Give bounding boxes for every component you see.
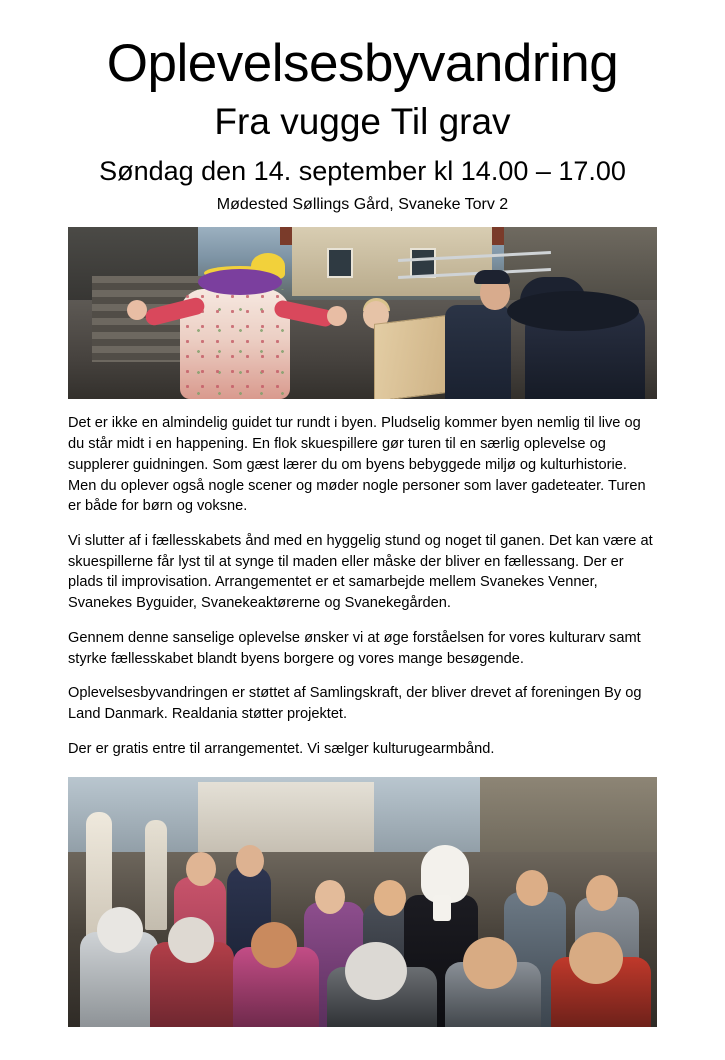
paragraph-3: Gennem denne sanselige oplevelse ønsker vi at øge forståelsen for vores kulturarv samt styrke fællesskabet blandt byens borgere og vores mange besøgende.	[68, 629, 641, 667]
event-venue-line: Mødested Søllings Gård, Svaneke Torv 2	[216, 196, 509, 214]
photo-scene-bottom	[68, 777, 657, 1027]
poster-page	[0, 36, 725, 1060]
page-subtitle: Fra vugge Til grav	[214, 100, 511, 142]
person-head	[186, 852, 216, 886]
man-body	[445, 305, 511, 400]
street-performance-photo	[68, 227, 657, 399]
person-head	[516, 870, 548, 906]
foreground-hat-brim	[507, 291, 639, 331]
paragraph-2: Vi slutter af i fællesskabets ånd med en hyggelig stund og noget til ganen. Det kan være at skuespillerne får lyst til at synge til maden eller måske der bliver en fællessang. Der er plads til improvisation. Arrangementet er et samarbejde mellem Svanekes Venner, Svanekes Byguider, Svanekeaktørerne og Svanekegården.	[68, 532, 653, 612]
person-head	[569, 932, 623, 984]
actor-collar-bands	[433, 895, 451, 921]
paragraph-5: Der er gratis entre til arrangementet. Vi sælger kulturugearmbånd.	[68, 740, 495, 757]
building-facade	[292, 227, 492, 296]
performer-hand-left	[127, 300, 147, 320]
page-title: Oplevelsesbyvandring	[106, 34, 619, 93]
crowd-with-actor-photo	[68, 777, 657, 1027]
body-text	[68, 413, 657, 759]
person-head	[374, 880, 406, 916]
person-head	[236, 845, 264, 877]
photo-scene-top	[68, 227, 657, 399]
parasol-shape	[145, 820, 167, 930]
person-head	[463, 937, 517, 989]
paragraph-1: Det er ikke en almindelig guidet tur rundt i byen. Pludselig kommer byen nemlig til live og du står midt i en happening. En flok skuespillere gør turen til en særlig oplevelse og supplerer guidningen. Som gæst lærer du om byens bebyggede miljø og kulturhistorie. Men du oplever også nogle scener og møder nogle personer som laver gadeteater. Turen er både for børn og voksne.	[68, 415, 646, 515]
window-shape	[327, 248, 353, 278]
paragraph-4: Oplevelsesbyvandringen er støttet af Samlingskraft, der bliver drevet af foreningen By og Land Danmark. Realdania støtter projektet.	[68, 685, 642, 722]
building-facade	[198, 782, 375, 857]
person-head	[345, 942, 407, 1000]
wooden-board	[374, 314, 454, 400]
event-date-line: Søndag den 14. september kl 14.00 – 17.00	[99, 156, 626, 187]
performer-hat-brim	[198, 269, 282, 295]
person-head	[251, 922, 297, 968]
man-cap	[474, 270, 510, 284]
